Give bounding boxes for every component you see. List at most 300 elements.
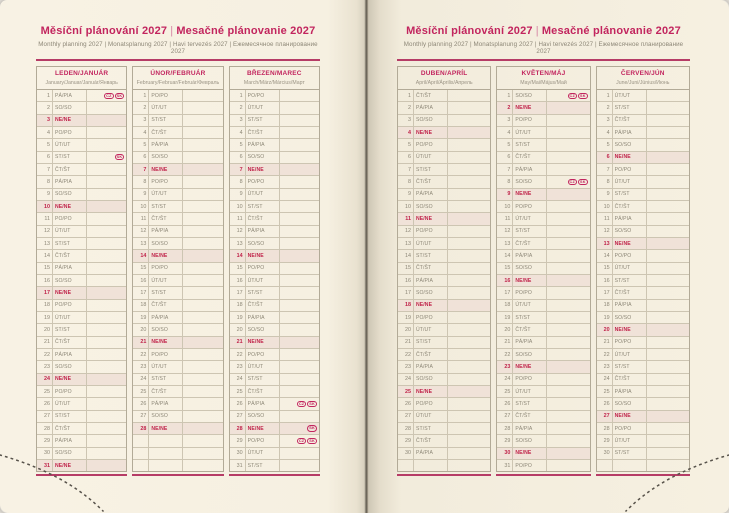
day-row [133,275,222,287]
day-number: 28 [230,423,246,434]
day-number: 20 [37,324,53,335]
day-notes [87,176,126,187]
day-notes [87,115,126,126]
day-number: 5 [597,139,613,150]
day-notes [647,411,689,422]
day-notes [647,226,689,237]
day-row [597,398,689,410]
day-abbr: PÁ/PIA [613,300,647,311]
day-row [398,90,490,102]
day-number: 27 [133,411,149,422]
month-march [229,66,320,476]
day-number: 10 [398,201,414,212]
day-abbr: ČT/ŠT [414,176,448,187]
day-row [37,312,126,324]
day-number: 4 [230,127,246,138]
day-notes [448,102,490,113]
month-days [497,90,589,471]
day-abbr: ČT/ŠT [149,386,183,397]
day-number: 2 [230,102,246,113]
day-number: 17 [497,287,513,298]
day-row [398,312,490,324]
day-notes [547,213,589,224]
day-notes [547,300,589,311]
day-row [597,448,689,460]
day-row [37,189,126,201]
day-number: 17 [37,287,53,298]
day-notes [448,300,490,311]
month-subtitle: June/Juni/Június/Июнь [597,79,689,90]
day-row [230,90,319,102]
day-row [133,152,222,164]
day-abbr: NE/NE [513,448,547,459]
day-notes [547,312,589,323]
day-row [398,176,490,188]
page-right-content [397,0,690,513]
day-number: 3 [133,115,149,126]
day-notes [448,337,490,348]
day-abbr: SO/SO [613,398,647,409]
day-number: 19 [133,312,149,323]
day-number: 19 [230,312,246,323]
day-notes [280,312,319,323]
day-abbr: NE/NE [53,374,87,385]
day-row [398,374,490,386]
day-notes [547,423,589,434]
day-row [497,435,589,447]
day-notes [647,201,689,212]
day-number: 23 [37,361,53,372]
day-number: 18 [497,300,513,311]
day-number: 3 [497,115,513,126]
day-row [133,115,222,127]
day-number [597,460,613,471]
holiday-badge-sk-icon: SK [116,155,123,160]
day-abbr: ČT/ŠT [53,423,87,434]
day-number: 16 [597,275,613,286]
day-number: 7 [597,164,613,175]
day-row [398,250,490,262]
day-abbr: PO/PO [53,213,87,224]
day-number: 2 [37,102,53,113]
day-abbr: PÁ/PIA [613,386,647,397]
day-notes [183,423,222,434]
day-number: 28 [497,423,513,434]
page-header [397,0,690,61]
day-notes [87,201,126,212]
page-title [36,25,320,38]
day-abbr: NE/NE [53,201,87,212]
day-abbr: ST/ST [513,312,547,323]
day-abbr: ST/ST [414,337,448,348]
day-row [597,460,689,471]
day-abbr: ÚT/UT [513,213,547,224]
day-row [230,324,319,336]
day-abbr: PO/PO [513,374,547,385]
page-title-slovak: Mesačné plánovanie 2027 [541,25,681,37]
day-row [133,300,222,312]
day-abbr [149,460,183,471]
day-number: 22 [133,349,149,360]
day-number [398,460,414,471]
day-number: 28 [133,423,149,434]
day-row [398,201,490,213]
day-number: 18 [37,300,53,311]
day-row [133,238,222,250]
day-row [597,435,689,447]
month-title: KVĚTEN/MÁJ [521,70,566,77]
month-underline [496,474,590,476]
day-notes [647,238,689,249]
day-number: 1 [497,90,513,101]
day-row [37,226,126,238]
day-row [37,448,126,460]
day-row [398,460,490,471]
day-row [597,213,689,225]
day-abbr: ÚT/UT [414,324,448,335]
day-abbr: NE/NE [53,460,87,471]
day-row [497,411,589,423]
day-number: 14 [597,250,613,261]
day-row [597,164,689,176]
day-row [597,423,689,435]
day-abbr: ÚT/UT [613,176,647,187]
day-row [37,374,126,386]
day-notes [183,213,222,224]
day-abbr: SO/SO [53,361,87,372]
day-abbr: PÁ/PIA [53,435,87,446]
day-abbr: PÁ/PIA [246,398,280,409]
day-abbr: ÚT/UT [246,361,280,372]
day-number: 6 [398,152,414,163]
day-notes [280,386,319,397]
day-notes [87,312,126,323]
header-rule [36,59,320,61]
day-row [37,435,126,447]
day-notes [448,287,490,298]
day-row [230,361,319,373]
day-number: 20 [597,324,613,335]
day-abbr: ST/ST [246,460,280,471]
day-abbr: SO/SO [53,189,87,200]
day-notes [183,435,222,446]
day-abbr [414,460,448,471]
day-abbr: SO/SO [513,90,547,101]
day-notes [647,300,689,311]
day-abbr: SO/SO [513,176,547,187]
day-notes [280,374,319,385]
day-abbr: ST/ST [246,287,280,298]
day-row [497,448,589,460]
day-notes [647,324,689,335]
day-row [597,238,689,250]
day-number: 4 [398,127,414,138]
day-abbr: ST/ST [613,448,647,459]
day-row [230,374,319,386]
day-number: 10 [133,201,149,212]
day-notes [183,349,222,360]
day-row [230,275,319,287]
month-subtitle: April/April/Április/Апрель [398,79,490,90]
day-notes [647,139,689,150]
day-notes [448,448,490,459]
day-number: 27 [398,411,414,422]
day-notes [547,324,589,335]
day-number: 24 [37,374,53,385]
day-number: 1 [230,90,246,101]
day-row [230,102,319,114]
day-number: 14 [133,250,149,261]
day-abbr: ÚT/UT [149,275,183,286]
day-abbr: SO/SO [53,102,87,113]
day-abbr: ÚT/UT [149,361,183,372]
day-abbr: NE/NE [414,386,448,397]
day-notes [547,448,589,459]
month-underline [36,474,127,476]
day-row [230,312,319,324]
day-notes [547,127,589,138]
page-header [36,0,320,61]
day-number: 21 [133,337,149,348]
day-number: 10 [497,201,513,212]
day-abbr: PÁ/PIA [613,213,647,224]
day-abbr: NE/NE [513,189,547,200]
day-abbr: ČT/ŠT [149,300,183,311]
day-notes [183,201,222,212]
day-abbr: ČT/ŠT [613,201,647,212]
month-underline [229,474,320,476]
day-number: 17 [230,287,246,298]
day-notes [87,90,126,101]
day-abbr: ÚT/UT [613,349,647,360]
day-row [597,115,689,127]
day-number: 27 [230,411,246,422]
day-number: 15 [37,263,53,274]
day-row [37,349,126,361]
day-abbr: NE/NE [414,300,448,311]
day-number [133,448,149,459]
day-row [497,374,589,386]
day-abbr: PO/PO [149,176,183,187]
day-number: 1 [398,90,414,101]
day-abbr: NE/NE [613,324,647,335]
day-number: 29 [597,435,613,446]
day-notes [183,176,222,187]
day-notes [547,226,589,237]
day-abbr: NE/NE [613,238,647,249]
day-notes [547,337,589,348]
day-notes [280,238,319,249]
day-number: 7 [398,164,414,175]
day-notes [280,127,319,138]
day-row [497,275,589,287]
month-june [596,66,690,476]
day-abbr: ST/ST [149,201,183,212]
day-notes [448,324,490,335]
day-abbr: ÚT/UT [414,411,448,422]
day-notes [183,189,222,200]
day-number: 11 [37,213,53,224]
day-row [597,102,689,114]
day-row [597,324,689,336]
day-abbr: PO/PO [414,139,448,150]
day-number: 26 [398,398,414,409]
day-notes [647,263,689,274]
day-abbr: NE/NE [246,337,280,348]
day-notes [647,102,689,113]
day-notes [183,115,222,126]
day-abbr: ST/ST [613,189,647,200]
day-row [133,263,222,275]
day-row [597,374,689,386]
day-notes [87,349,126,360]
day-abbr: ČT/ŠT [414,349,448,360]
day-abbr: ČT/ŠT [513,324,547,335]
day-row [398,226,490,238]
day-notes [547,398,589,409]
day-number: 27 [597,411,613,422]
day-notes [547,263,589,274]
day-number: 29 [398,435,414,446]
day-row [597,337,689,349]
day-number: 6 [133,152,149,163]
day-number: 24 [133,374,149,385]
day-notes [647,361,689,372]
day-notes [183,361,222,372]
day-number: 16 [37,275,53,286]
day-number: 10 [597,201,613,212]
header-rule [397,59,690,61]
day-number: 22 [597,349,613,360]
day-notes [280,213,319,224]
day-notes [448,250,490,261]
day-abbr: ST/ST [53,324,87,335]
day-row [133,398,222,410]
day-notes [87,287,126,298]
day-row [597,263,689,275]
day-row [230,287,319,299]
day-row [398,263,490,275]
day-number: 2 [398,102,414,113]
day-notes [183,139,222,150]
day-notes [280,139,319,150]
day-number: 4 [497,127,513,138]
day-number: 5 [133,139,149,150]
day-number: 7 [230,164,246,175]
day-notes [647,448,689,459]
day-notes [87,398,126,409]
day-notes [183,386,222,397]
day-abbr: PÁ/PIA [149,312,183,323]
day-notes [547,275,589,286]
day-abbr: ÚT/UT [513,127,547,138]
month-may [496,66,590,476]
day-notes [87,361,126,372]
month-underline [397,474,491,476]
day-row [37,275,126,287]
day-row [497,139,589,151]
day-abbr: PÁ/PIA [513,337,547,348]
day-number: 4 [37,127,53,138]
day-abbr: NE/NE [149,250,183,261]
day-abbr: SO/SO [53,275,87,286]
day-number: 10 [37,201,53,212]
day-number: 21 [37,337,53,348]
day-notes [448,189,490,200]
day-row [230,127,319,139]
day-row [497,312,589,324]
day-number: 5 [497,139,513,150]
day-abbr: ST/ST [53,152,87,163]
day-notes [647,312,689,323]
day-row [133,349,222,361]
day-row [597,312,689,324]
month-april [397,66,491,476]
day-abbr: PO/PO [414,226,448,237]
day-notes [87,213,126,224]
day-row [497,152,589,164]
day-row [37,460,126,471]
holiday-badge-sk-icon: SK [579,179,586,184]
day-notes [647,398,689,409]
day-abbr: ST/ST [53,411,87,422]
day-notes [280,460,319,471]
day-row [230,300,319,312]
day-number: 24 [597,374,613,385]
day-abbr: ÚT/UT [414,152,448,163]
day-number: 2 [597,102,613,113]
day-abbr: ČT/ŠT [53,250,87,261]
day-row [497,423,589,435]
day-number: 2 [133,102,149,113]
day-notes [280,448,319,459]
day-notes [280,201,319,212]
day-number: 15 [230,263,246,274]
day-notes [448,213,490,224]
day-row [230,139,319,151]
day-notes [280,189,319,200]
day-number: 21 [497,337,513,348]
day-number: 27 [37,411,53,422]
day-notes [280,90,319,101]
day-abbr: ČT/ŠT [513,411,547,422]
day-abbr: ČT/ŠT [613,374,647,385]
day-abbr: ČT/ŠT [246,386,280,397]
day-row [497,90,589,102]
day-notes [87,226,126,237]
day-abbr: PÁ/PIA [149,226,183,237]
holiday-badge-sk-icon: SK [579,93,586,98]
day-abbr: ST/ST [613,102,647,113]
day-notes [547,287,589,298]
day-abbr [149,448,183,459]
day-number: 1 [133,90,149,101]
day-row [37,238,126,250]
day-notes [647,189,689,200]
day-number: 3 [398,115,414,126]
day-abbr: ÚT/UT [246,102,280,113]
day-number: 13 [497,238,513,249]
day-row [133,176,222,188]
day-row [230,189,319,201]
day-abbr: PÁ/PIA [513,250,547,261]
day-row [398,275,490,287]
day-notes [280,115,319,126]
day-number: 16 [230,275,246,286]
day-number: 12 [37,226,53,237]
day-row [37,115,126,127]
day-number: 8 [37,176,53,187]
